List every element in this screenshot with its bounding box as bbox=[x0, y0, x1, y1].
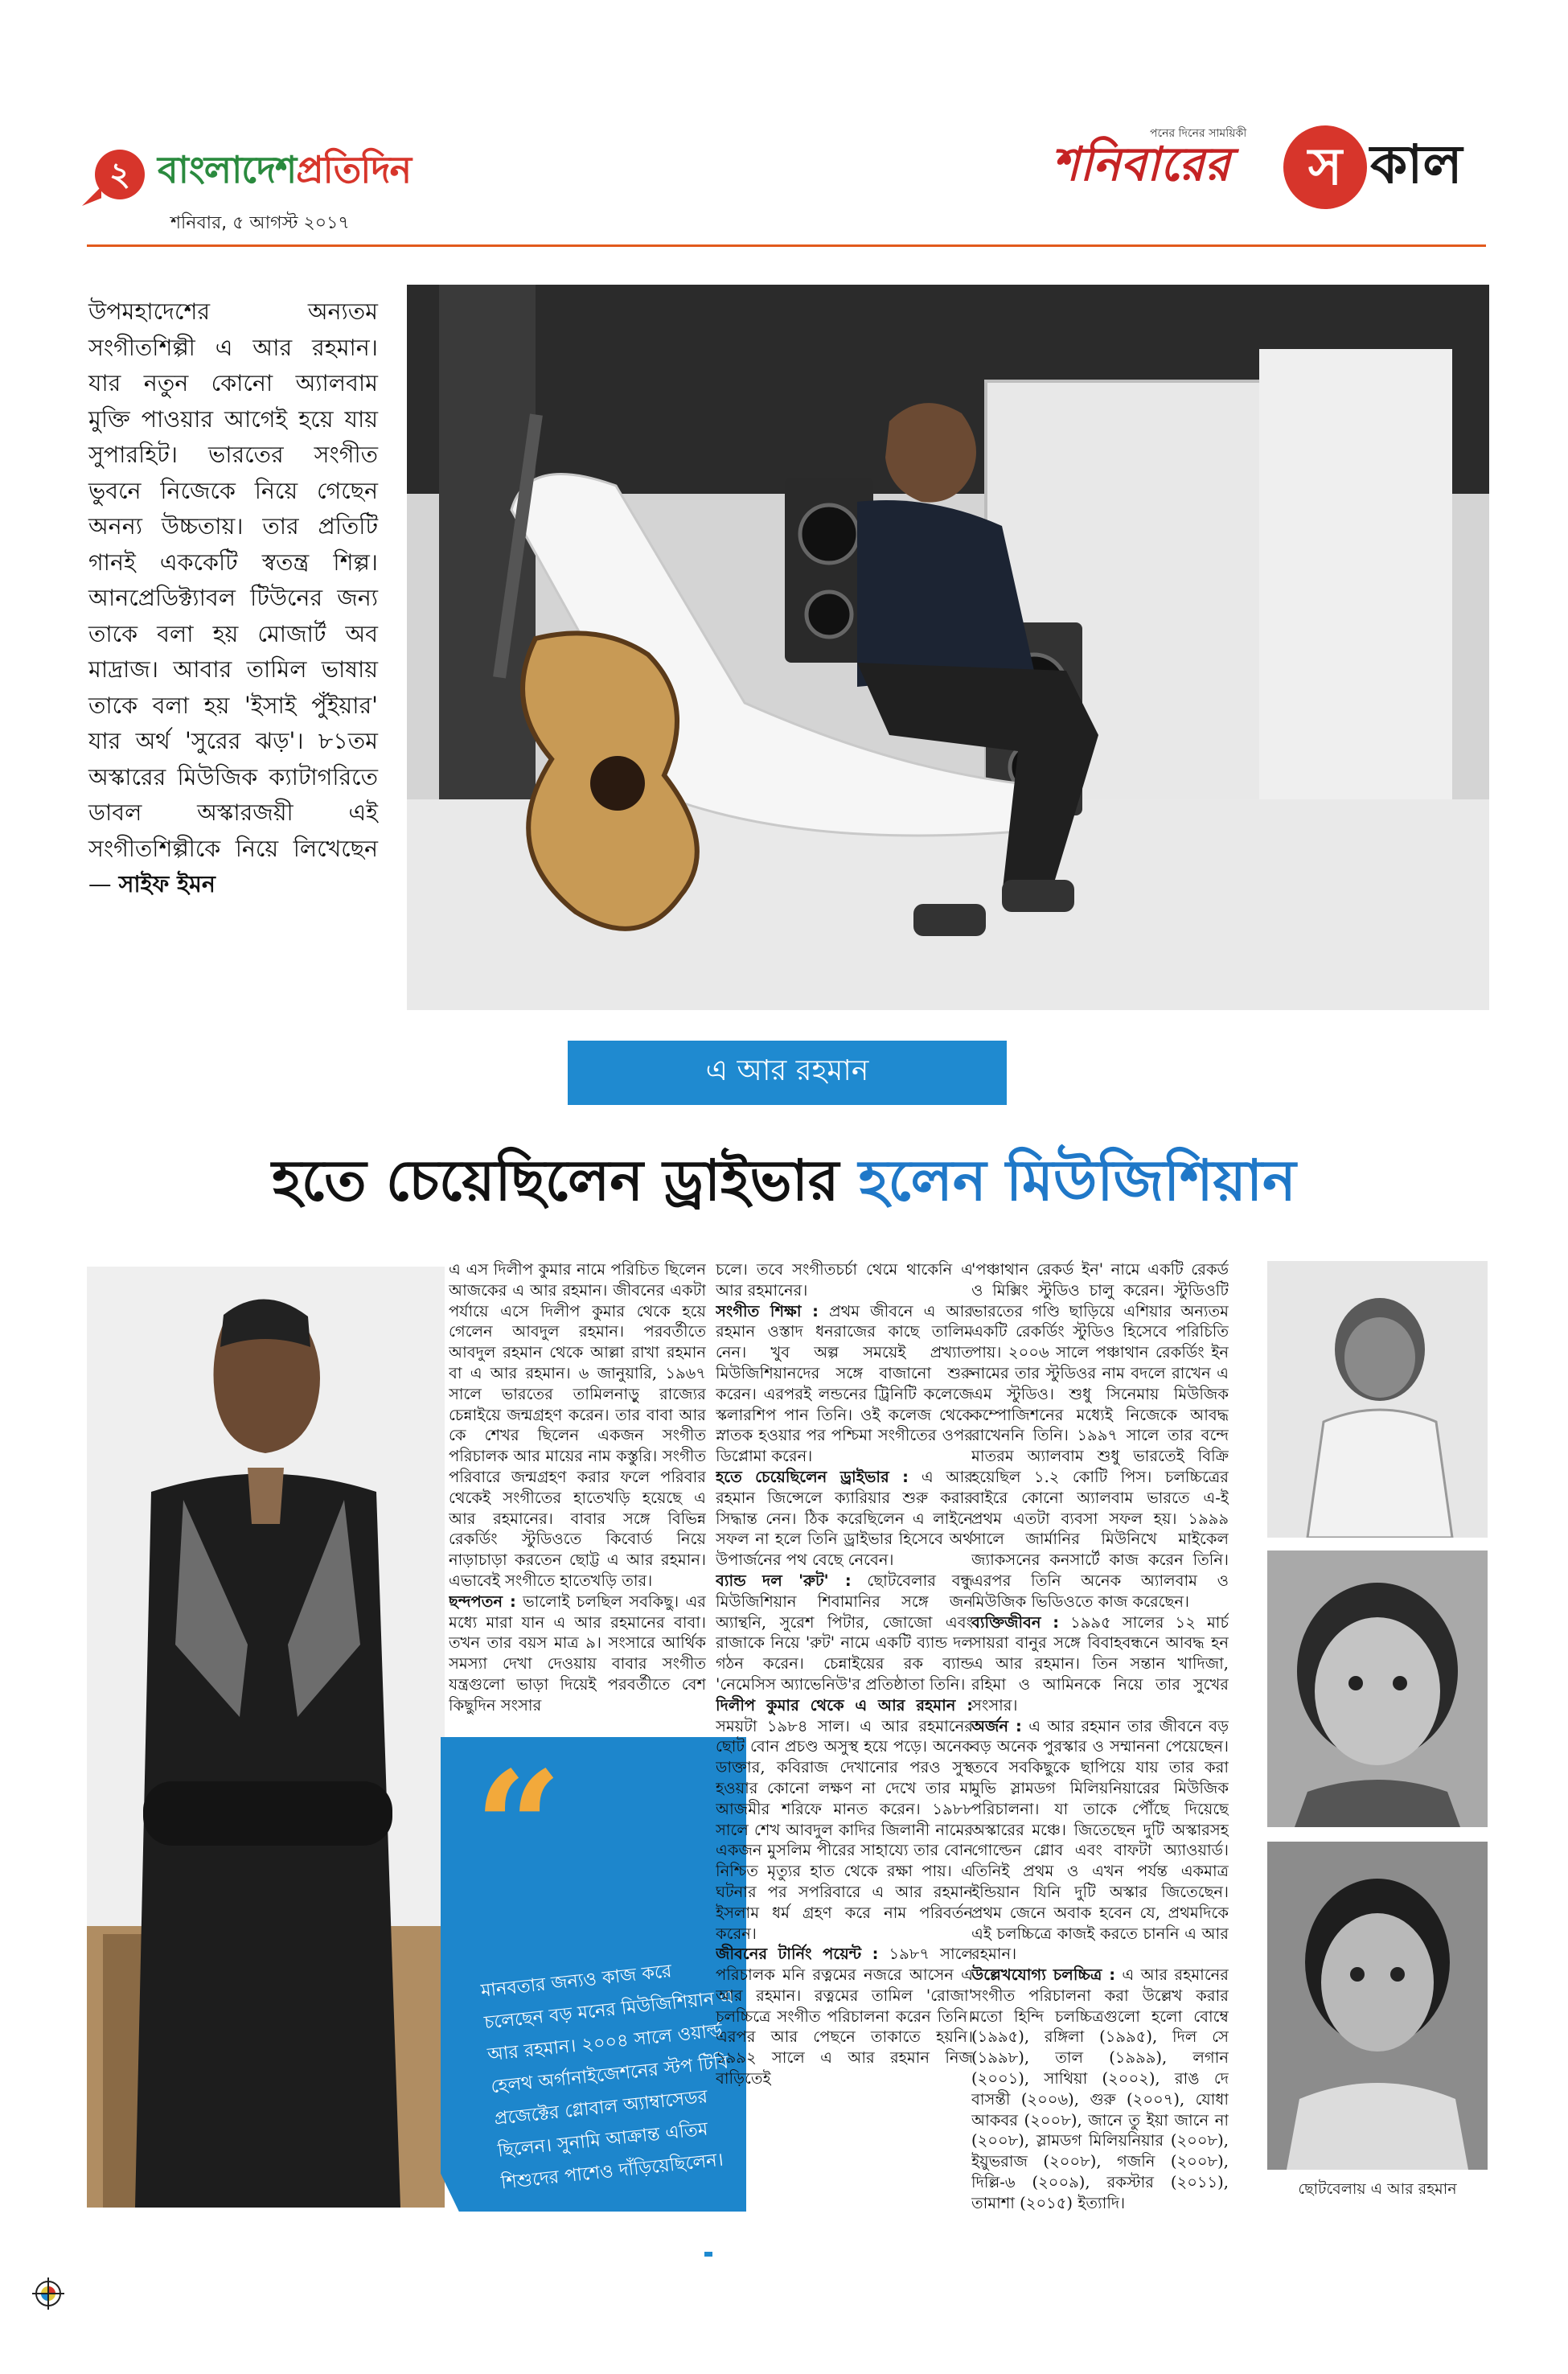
article-column-3 bbox=[971, 1259, 1229, 2216]
headline-part2: হলেন মিউজিশিয়ান bbox=[858, 1148, 1296, 1214]
c2-subhead-2: হতে চেয়েছিলেন ড্রাইভার : bbox=[716, 1467, 909, 1486]
blue-marker bbox=[704, 2252, 712, 2257]
c2-paragraph-2: এ আর রহমান জিন্সেলে ক্যারিয়ার শুরু করার সিদ্ধান্ত নেন। ঠিক করেছিলেন এ লাইনে সফল না হলে তিনি ড্রাইভার হিসেবে অর্থ উপার্জনের পথ বেছে নেবেন। bbox=[716, 1467, 973, 1570]
supplement-name-part2: কাল bbox=[1370, 133, 1463, 195]
c3-paragraph-1: 'পঞ্চাথান রেকর্ড ইন' নামে একটি রেকর্ড ও মিক্সিং স্টুডিও চালু করেন। স্টুডিওটি ভারতের গণ্ডি ছাড়িয়ে এশিয়ার অন্যতম একটি রেকর্ডিং স্টুডিও হিসেবে পরিচিতি পায়। ২০০৬ সালে পঞ্চাথান রেকর্ডিং ইন নামের তার স্টুডিওর নাম বদলে রাখেন এ এম স্টুডিও। শুধু সিনেমায় মিউজিক কম্পোজিশনের মধ্যেই নিজেকে আবদ্ধ রাখেননি তিনি। ১৯৯৭ সালে তার বন্দে মাতরম অ্যালবাম শুধু ভারতেই বিক্রি হয়েছিল ১.২ কোটি পিস। চলচ্চিত্রের বাইরে কোনো অ্যালবাম ভারতে এ-ই প্রথম এতটা ব্যবসা সফল হয়। ১৯৯৯ সালে জার্মানির মিউনিখে মাইকেল জ্যাকসনের কনসার্টে কাজ করেন তিনি। এরপর তিনি অনেক অ্যালবাম ও মিউজিক ভিডিওতে কাজ করেছেন। bbox=[971, 1260, 1229, 1611]
quote-mark-icon: “ bbox=[474, 1738, 563, 1917]
c3-paragraph-4: এ আর রহমানের সংগীত পরিচালনা করা উল্লেখ করার মতো হিন্দি চলচ্চিত্রগুলো হলো বোম্বে (১৯৯৫), রঙ্গিলা (১৯৯৫), দিল সে (১৯৯৮), তাল (১৯৯৯), লগান (২০০১), সাথিয়া (২০০২), রাঙ দে বাসন্তী (২০০৬), গুরু (২০০৭), যোধা আকবর (২০০৮), জানে তু ইয়া জানে না (২০০৮), স্লামডগ মিলিয়নিয়ার (২০০৮), ইয়ুভরাজ (২০০৮), গজনি (২০০৮), দিল্লি-৬ (২০০৯), রকস্টার (২০১১), তামাশা (২০১৫) ইত্যাদি। bbox=[971, 1965, 1229, 2212]
publication-name-part1: বাংলাদেশ bbox=[158, 148, 297, 191]
section-kicker-label: এ আর রহমান bbox=[705, 1054, 869, 1087]
c1-paragraph-1: এ এস দিলীপ কুমার নামে পরিচিত ছিলেন আজকের এ আর রহমান। জীবনের একটা পর্যায়ে এসে দিলীপ কুমার থেকে হয়ে গেলেন আবদুল রহমান। পরবর্তীতে আবদুল রহমান থেকে আল্লা রাখা রহমান বা এ আর রহমান। ৬ জানুয়ারি, ১৯৬৭ সালে ভারতের তামিলনাড়ু রাজ্যের চেন্নাইয়ে জন্মগ্রহণ করেন। তার বাবা আর কে শেখর ছিলেন একজন সংগীত পরিচালক আর মায়ের নাম কস্তুরি। সংগীত পরিবারে জন্মগ্রহণ করার ফলে পরিবার থেকেই সংগীতের হাতেখড়ি হয়েছে এ আর রহমানের। বাবার সঙ্গে বিভিন্ন রেকর্ডিং স্টুডিওতে কিবোর্ড নিয়ে নাড়াচাড়া করতেন ছোট্ট এ আর রহমান। এভাবেই সংগীতে হাতেখড়ি তার। bbox=[449, 1260, 706, 1590]
article-column-1 bbox=[449, 1259, 706, 1734]
section-kicker bbox=[568, 1041, 1007, 1105]
headline bbox=[0, 1147, 1568, 1214]
c3-subhead-1: ব্যক্তিজীবন : bbox=[971, 1612, 1060, 1632]
hero-photo bbox=[407, 285, 1489, 1010]
c2-paragraph-5: ১৯৮৭ সালে পরিচালক মনি রত্নমের নজরে আসেন এ আর রহমান। রত্নমের তামিল 'রোজা' চলচ্চিত্রে সংগীত পরিচালনা করেন তিনি। এরপর আর পেছনে তাকাতে হয়নি। ১৯৯২ সালে এ আর রহমান নিজ বাড়িতেই bbox=[716, 1945, 973, 2089]
publication-name-part2: প্রতিদিন bbox=[296, 148, 412, 191]
pull-quote-text: মানবতার জন্যও কাজ করে চলেছেন বড় মনের মিউজিশিয়ান এ আর রহমান। ২০০৪ সালে ওয়ার্ল্ড হেলথ অর্গানাইজেশনের স্টপ টিবি প্রজেক্টের গ্লোবাল অ্যাম্বাসেডর ছিলেন। সুনামি আক্রান্ত এতিম শিশুদের পাশেও দাঁড়িয়েছিলেন। bbox=[479, 1961, 735, 2194]
childhood-photo-1-illustration bbox=[1267, 1261, 1488, 1538]
issue-date: শনিবার, ৫ আগস্ট ২০১৭ bbox=[170, 213, 350, 233]
header-rule bbox=[87, 244, 1486, 247]
c2-subhead-1: সংগীত শিক্ষা : bbox=[716, 1301, 819, 1320]
supplement-name-part1: শনিবারের bbox=[1052, 137, 1230, 191]
c2-paragraph-0: চলে। তবে সংগীতচর্চা থেমে থাকেনি এ আর রহমানের। bbox=[716, 1260, 973, 1300]
portrait-photo-illustration bbox=[87, 1267, 445, 2208]
childhood-photo-3-illustration bbox=[1267, 1842, 1488, 2170]
page-number: ২ bbox=[109, 155, 130, 193]
intro-text bbox=[88, 294, 378, 903]
page-number-tail bbox=[82, 187, 101, 206]
supplement-logo-circle bbox=[1283, 125, 1367, 209]
c1-paragraph-2: ভালোই চলছিল সবকিছু। এর মধ্যে মারা যান এ আর রহমানের বাবা। তখন তার বয়স মাত্র ৯। সংসারে আর্থিক সমস্যা দেখা দেওয়ায় বাবার সংগীত যন্ত্রগুলো ভাড়া দিয়েই পরবর্তীতে বেশ কিছুদিন সংসার bbox=[449, 1592, 706, 1715]
intro-byline: সাইফ ইমন bbox=[118, 871, 215, 897]
childhood-photo-1 bbox=[1267, 1261, 1488, 1538]
c2-subhead-3: ব্যান্ড দল 'রুট' : bbox=[716, 1571, 852, 1590]
registration-mark-icon bbox=[32, 2277, 64, 2310]
childhood-photo-2 bbox=[1267, 1550, 1488, 1827]
c2-subhead-4: দিলীপ কুমার থেকে এ আর রহমান : bbox=[716, 1695, 973, 1715]
c3-paragraph-2: ১৯৯৫ সালের ১২ মার্চ সায়রা বানুর সঙ্গে বিবাহবন্ধনে আবদ্ধ হন এ আর রহমান। তিন সন্তান খাদিজা, রহিমা ও আমিনকে নিয়ে তার সুখের সংসার। bbox=[971, 1612, 1229, 1715]
childhood-photo-3 bbox=[1267, 1842, 1488, 2170]
portrait-photo bbox=[87, 1267, 445, 2208]
headline-part1: হতে চেয়েছিলেন ড্রাইভার bbox=[272, 1148, 839, 1214]
intro-body: উপমহাদেশের অন্যতম সংগীতশিল্পী এ আর রহমান। যার নতুন কোনো অ্যালবাম মুক্তি পাওয়ার আগেই হয়ে যায় সুপারহিট। ভারতের সংগীত ভুবনে নিজেকে নিয়ে গেছেন অনন্য উচ্চতায়। তার প্রতিটি গানই এককেটি স্বতন্ত্র শিল্প। আনপ্রেডিক্ট্যাবল টিউনের জন্য তাকে বলা হয় মোজার্ট অব মাদ্রাজ। আবার তামিল ভাষায় তাকে বলা হয় 'ইসাই পুঁইয়ার' যার অর্থ 'সুরের ঝড়'। ৮১তম অস্কারের মিউজিক ক্যাটাগরিতে ডাবল অস্কারজয়ী এই সংগীতশিল্পীকে নিয়ে লিখেছেন— bbox=[88, 298, 378, 897]
c1-subhead-1: ছন্দপতন : bbox=[449, 1592, 516, 1611]
hero-photo-illustration bbox=[407, 285, 1489, 1010]
c2-paragraph-4: সময়টা ১৯৮৪ সাল। এ আর রহমানের ছোট বোন প্রচণ্ড অসুস্থ হয়ে পড়ে। অনেক ডাক্তার, কবিরাজ দেখানোর পরও সুস্থ হওয়ার কোনো লক্ষণ না দেখে তার মা আজমীর শরিফে মানত করেন। ১৯৮৮ সালে শেখ আবদুল কাদির জিলানী নামের একজন মুসলিম পীরের সাহায্যে তার বোন নিশ্চিত মৃত্যুর হাত থেকে রক্ষা পায়। এ ঘটনার পর সপরিবারে এ আর রহমান ইসলাম ধর্ম গ্রহণ করে নাম পরিবর্তন করেন। bbox=[716, 1716, 973, 1943]
childhood-photo-caption: ছোটবেলায় এ আর রহমান bbox=[1298, 2180, 1457, 2198]
page-number-badge bbox=[95, 150, 145, 199]
publication-logo bbox=[158, 150, 411, 191]
c2-paragraph-1: প্রথম জীবনে এ আর রহমান ওস্তাদ ধনরাজের কাছে তালিম নেন। খুব অল্প সময়েই প্রখ্যাত মিউজিশিয়ানদের সঙ্গে বাজানো শুরু করেন। এরপরই লন্ডনের ট্রিনিটি কলেজে স্কলারশিপ পান তিনি। ওই কলেজ থেকে স্নাতক হওয়ার পর পশ্চিমা সংগীতের ওপর ডিপ্লোমা করেন। bbox=[716, 1301, 973, 1466]
supplement-tagline: পনের দিনের সাময়িকী bbox=[1150, 127, 1247, 140]
article-column-2 bbox=[716, 1259, 973, 2196]
c3-subhead-2: অর্জন : bbox=[971, 1716, 1022, 1735]
childhood-photo-2-illustration bbox=[1267, 1550, 1488, 1827]
c3-paragraph-3: এ আর রহমান তার জীবনে বড় বড় অনেক পুরস্কার ও সম্মাননা পেয়েছেন। তবে সবকিছুকে ছাপিয়ে যায় তার করা মুভি স্লামডগ মিলিয়নিয়ারের মিউজিক পরিচালনা। যা তাকে পৌঁছে দিয়েছে অস্কারের মঞ্চে। জিতেছেন দুটি অস্কারসহ গোল্ডেন গ্লোব এবং বাফটা অ্যাওয়ার্ড। তিনিই প্রথম ও এখন পর্যন্ত একমাত্র ইন্ডিয়ান যিনি দুটি অস্কার জিতেছেন। প্রথম জেনে অবাক হবেন যে, প্রথমদিকে এই চলচ্চিত্রে কাজই করতে চাননি এ আর রহমান। bbox=[971, 1716, 1229, 1964]
c2-paragraph-3: ছোটবেলার বন্ধু মিউজিশিয়ান শিবামানির সঙ্গে জন অ্যান্থনি, সুরেশ পিটার, জোজো এবং রাজাকে নিয়ে 'রুট' নামে একটি ব্যান্ড দল গঠন করেন। চেন্নাইয়ের রক ব্যান্ড 'নেমেসিস অ্যাভেনিউ'র প্রতিষ্ঠাতা তিনি। bbox=[716, 1571, 973, 1694]
supplement-circle-letter: স bbox=[1307, 137, 1343, 197]
c2-subhead-5: জীবনের টার্নিং পয়েন্ট : bbox=[716, 1945, 879, 1964]
c3-subhead-3: উল্লেখযোগ্য চলচ্চিত্র : bbox=[971, 1965, 1116, 1985]
